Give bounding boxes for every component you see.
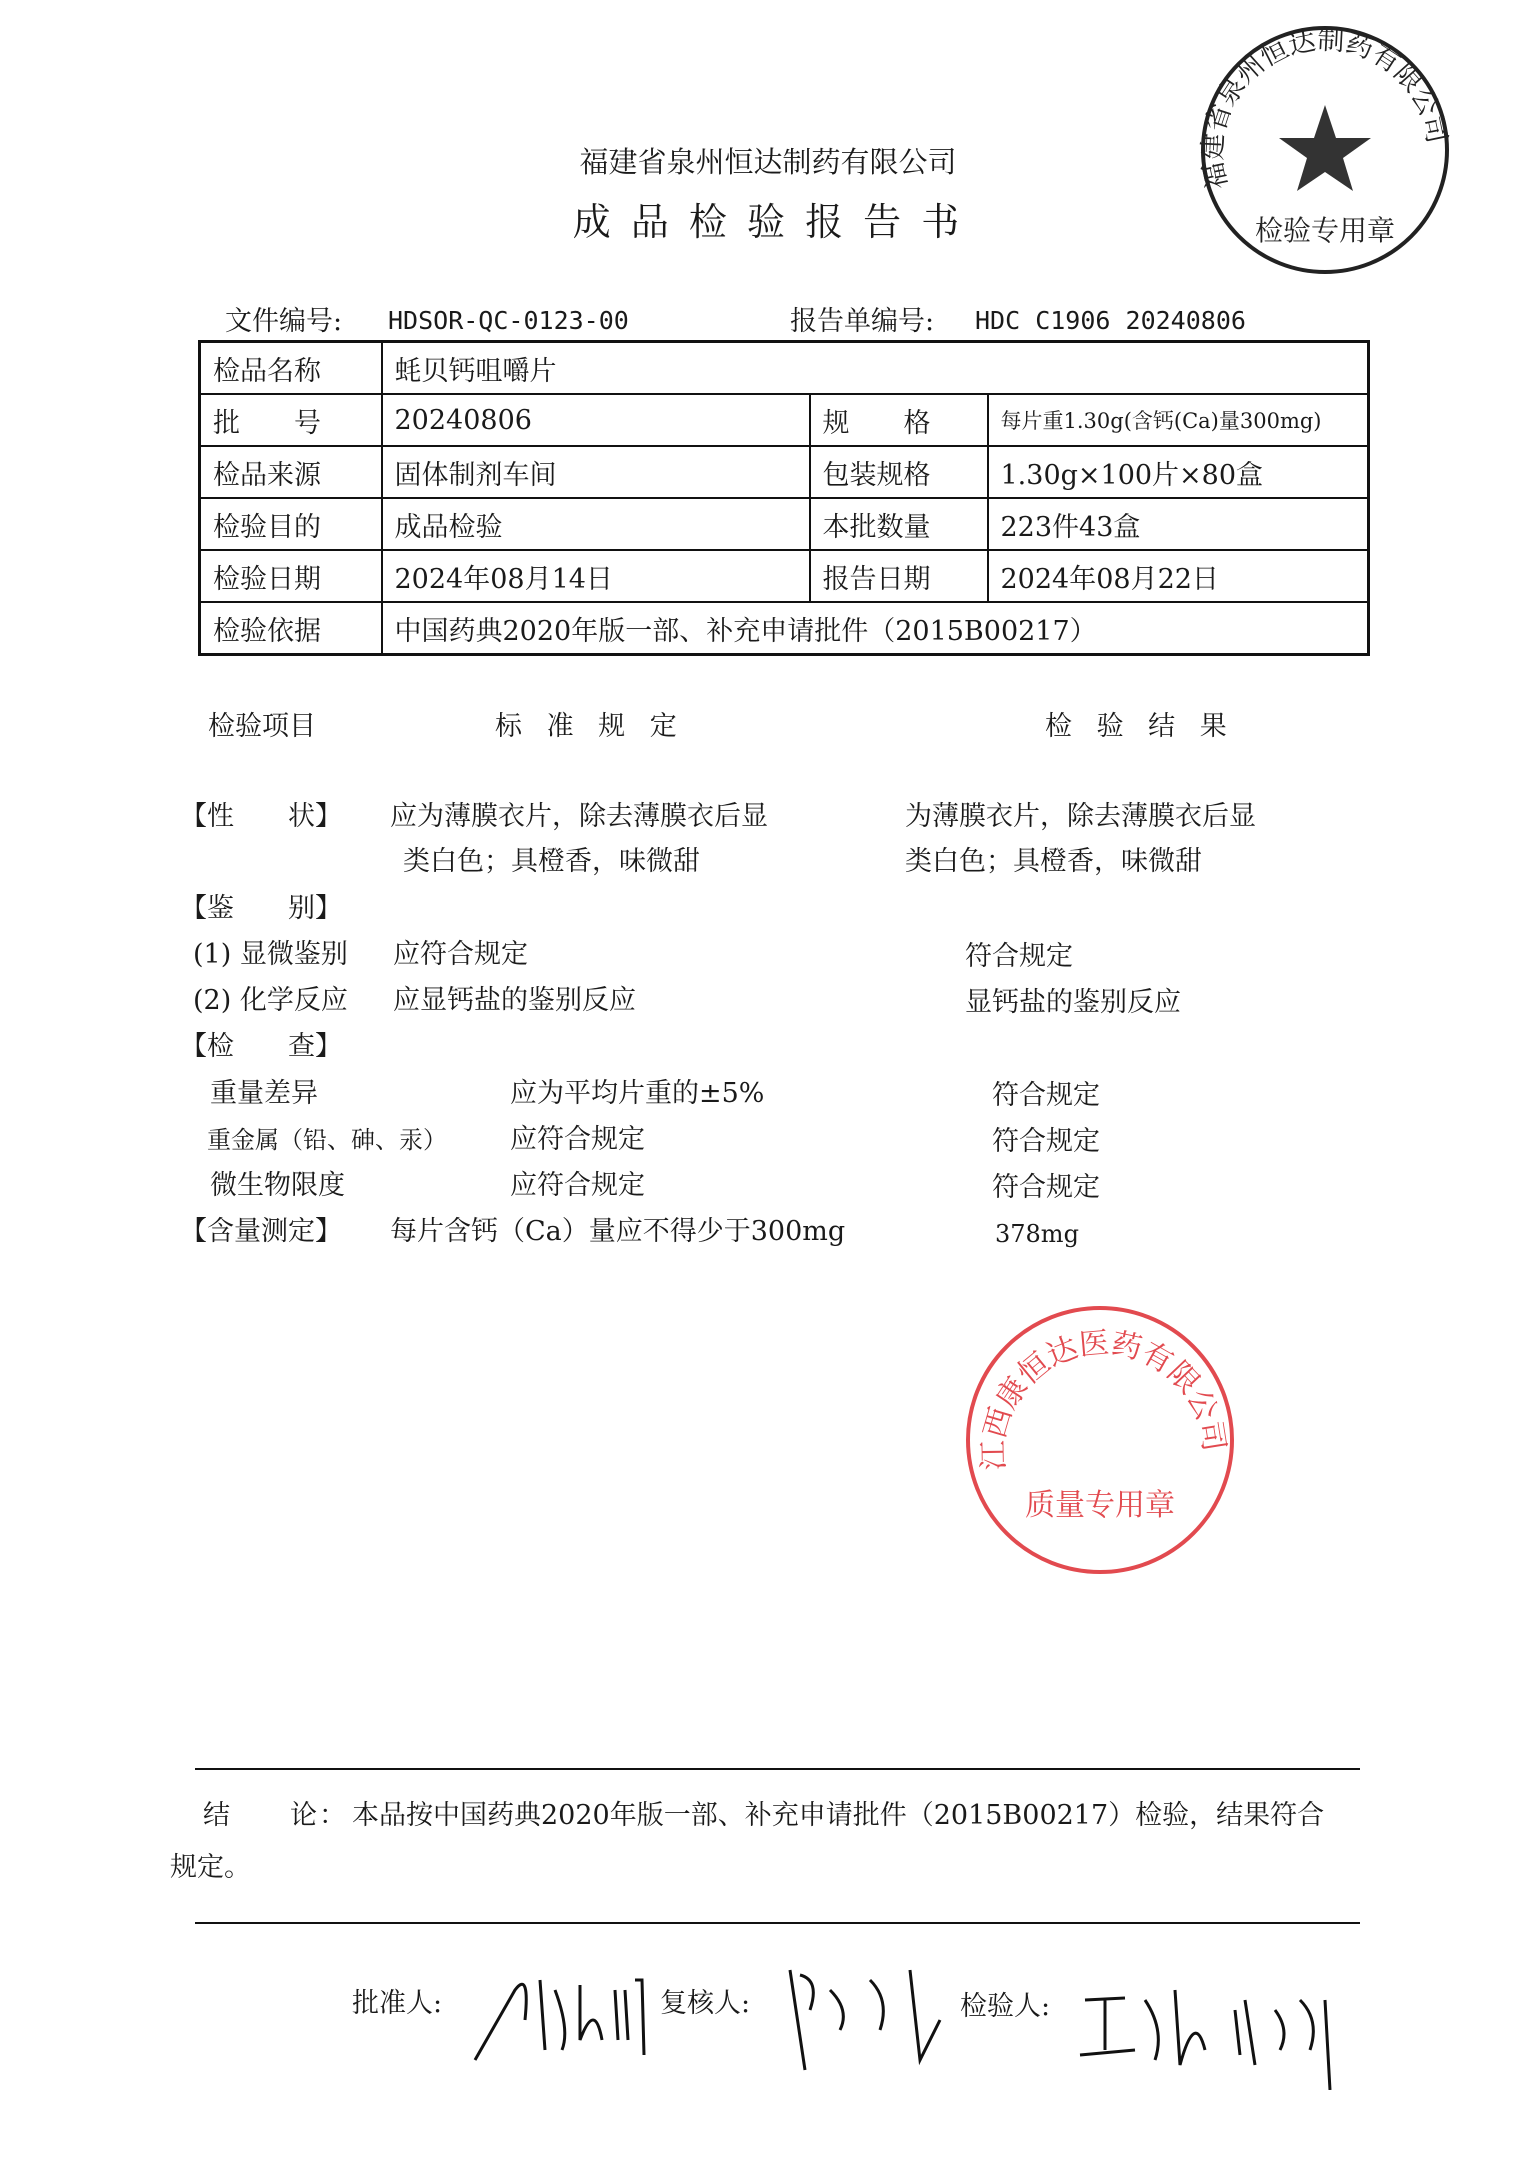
product-info-table: [198, 340, 1370, 656]
inspection-label: 【检 查】: [180, 1031, 342, 1062]
report-date: 2024年08月22日: [988, 550, 1369, 602]
column-result: 检 验 结 果: [1045, 711, 1235, 742]
test-date: 2024年08月14日: [382, 550, 810, 602]
assay-result: 378mg: [995, 1220, 1079, 1248]
basis-label: 检验依据: [200, 602, 382, 655]
appearance-standard-2: 类白色；具橙香，味微甜: [403, 846, 700, 877]
chem-id-label: (2) 化学反应: [193, 985, 348, 1016]
inspector-label: 检验人:: [960, 1991, 1051, 2022]
divider-top: [195, 1768, 1360, 1770]
approver-label: 批准人:: [352, 1988, 443, 2019]
red-stamp-ring-text: 江西康恒达医药有限公司: [976, 1325, 1232, 1471]
red-quality-stamp: [960, 1300, 1240, 1580]
conclusion-text-2: 规定。: [170, 1852, 251, 1883]
company-name: 福建省泉州恒达制药有限公司: [579, 145, 957, 179]
micro-id-result: 符合规定: [965, 941, 1073, 972]
metals-result: 符合规定: [992, 1126, 1100, 1157]
microbe-label: 微生物限度: [210, 1170, 345, 1201]
micro-id-standard: 应符合规定: [393, 939, 528, 970]
weight-label: 重量差异: [210, 1078, 318, 1109]
appearance-standard-1: 应为薄膜衣片，除去薄膜衣后显: [390, 801, 768, 832]
reviewer-signature: [780, 1950, 950, 2080]
conclusion-label: 结 论：: [203, 1800, 348, 1831]
column-standard: 标 准 规 定: [495, 711, 685, 742]
appearance-result-1: 为薄膜衣片，除去薄膜衣后显: [905, 801, 1256, 832]
black-inspection-stamp: [1190, 15, 1460, 285]
divider-bottom: [195, 1922, 1360, 1924]
column-item: 检验项目: [208, 711, 316, 742]
conclusion-text-1: 本品按中国药典2020年版一部、补充申请批件（2015B00217）检验，结果符合: [352, 1800, 1325, 1831]
black-stamp-center-text: 检验专用章: [1254, 214, 1396, 247]
basis-value: 中国药典2020年版一部、补充申请批件（2015B00217）: [382, 602, 1369, 655]
weight-result: 符合规定: [992, 1080, 1100, 1111]
chem-id-result: 显钙盐的鉴别反应: [965, 987, 1181, 1018]
report-date-label: 报告日期: [810, 550, 988, 602]
spec-label: 规 格: [810, 394, 988, 446]
black-stamp-ring-text: 福建省泉州恒达制药有限公司: [1197, 24, 1453, 193]
microbe-standard: 应符合规定: [510, 1170, 645, 1201]
appearance-label: 【性 状】: [180, 801, 342, 832]
report-number: HDC C1906 20240806: [975, 306, 1246, 335]
file-number: HDSOR-QC-0123-00: [388, 306, 629, 335]
product-name: 蚝贝钙咀嚼片: [382, 342, 1369, 395]
report-number-label: 报告单编号:: [790, 306, 935, 337]
metals-standard: 应符合规定: [510, 1124, 645, 1155]
source-value: 固体制剂车间: [382, 446, 810, 498]
svg-text:福建省泉州恒达制药有限公司: [1197, 25, 1452, 192]
metals-label: 重金属（铅、砷、汞）: [207, 1126, 447, 1154]
spec-value: 每片重1.30g(含钙(Ca)量300mg): [988, 394, 1369, 446]
name-label: 检品名称: [200, 342, 382, 395]
svg-text:江西康恒达医药有限公司: [976, 1326, 1231, 1471]
red-stamp-center-text: 质量专用章: [1025, 1488, 1175, 1523]
purpose-value: 成品检验: [382, 498, 810, 550]
assay-standard: 每片含钙（Ca）量应不得少于300mg: [390, 1216, 846, 1247]
inspector-signatures: [1075, 1970, 1355, 2090]
microbe-result: 符合规定: [992, 1172, 1100, 1203]
identification-label: 【鉴 别】: [180, 893, 342, 924]
report-title: 成 品 检 验 报 告 书: [572, 200, 964, 244]
reviewer-label: 复核人:: [660, 1988, 751, 2019]
quantity-label: 本批数量: [810, 498, 988, 550]
weight-standard: 应为平均片重的±5%: [510, 1078, 765, 1109]
file-number-label: 文件编号:: [225, 306, 343, 337]
batch-label: 批 号: [200, 394, 382, 446]
appearance-result-2: 类白色；具橙香，味微甜: [905, 846, 1202, 877]
approver-signature: [470, 1960, 650, 2080]
assay-label: 【含量测定】: [180, 1216, 342, 1247]
quantity-value: 223件43盒: [988, 498, 1369, 550]
batch-number: 20240806: [382, 394, 810, 446]
purpose-label: 检验目的: [200, 498, 382, 550]
pack-value: 1.30g×100片×80盒: [988, 446, 1369, 498]
test-date-label: 检验日期: [200, 550, 382, 602]
micro-id-label: (1) 显微鉴别: [193, 939, 348, 970]
pack-label: 包装规格: [810, 446, 988, 498]
chem-id-standard: 应显钙盐的鉴别反应: [393, 985, 636, 1016]
source-label: 检品来源: [200, 446, 382, 498]
